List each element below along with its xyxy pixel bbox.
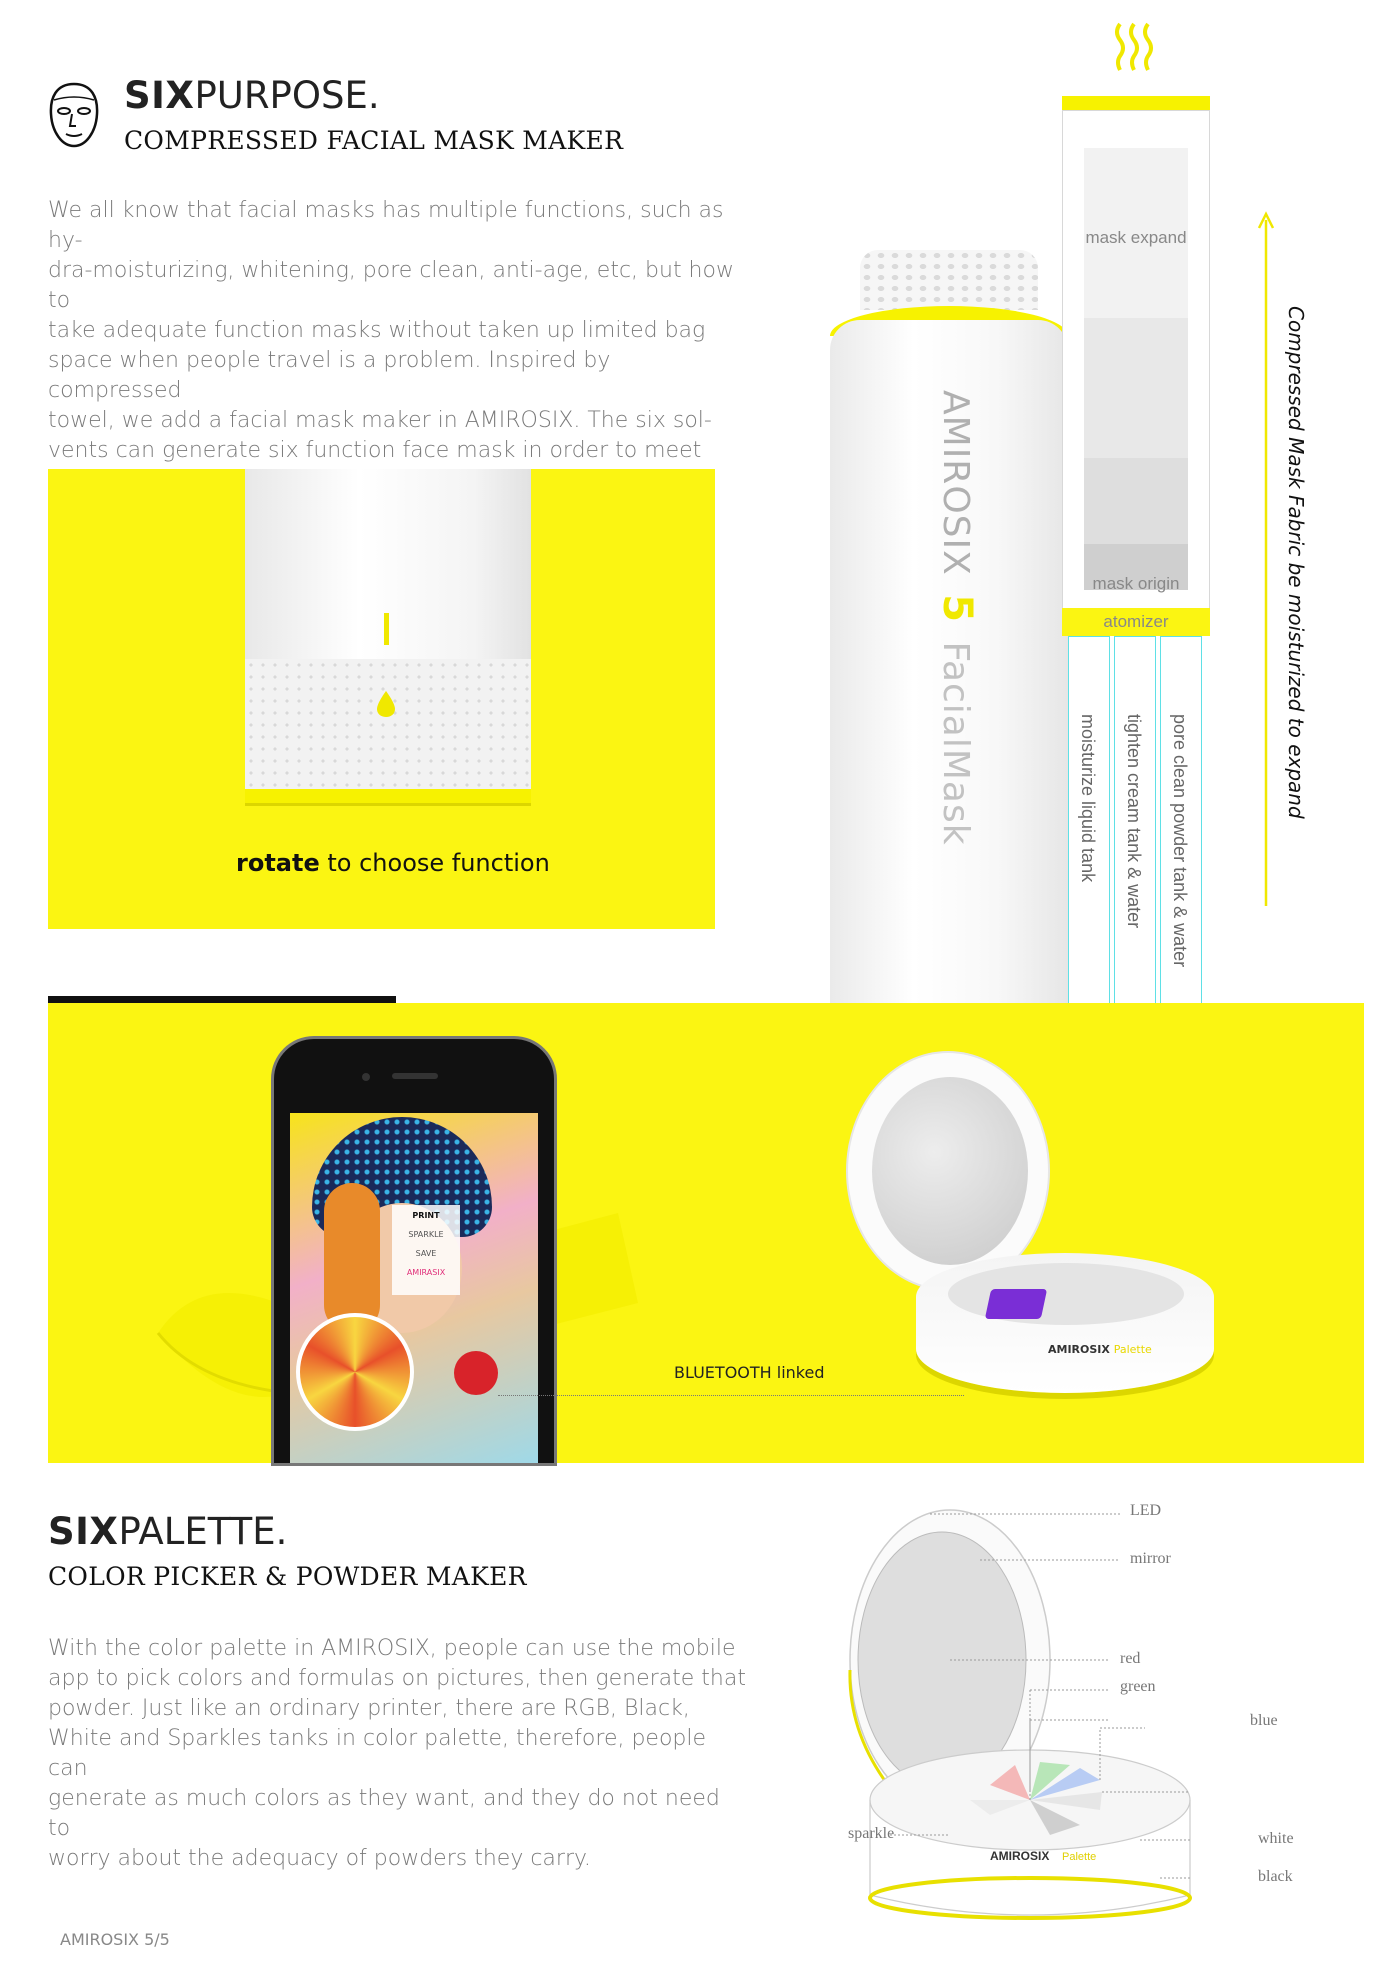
smartphone (274, 1039, 554, 1463)
yellow-base-ring (245, 789, 531, 806)
palette-title-bold: SIX (48, 1510, 119, 1553)
cross-top (1062, 96, 1210, 110)
purpose-line: towel, we add a facial mask maker in AMIROSIX. The six sol- (48, 408, 712, 433)
label-black: black (1258, 1868, 1293, 1885)
menu-amirasix[interactable]: AMIRASIX (406, 1268, 446, 1277)
label-led: LED (1130, 1502, 1162, 1519)
palette-line: worry about the adequacy of powders they carry. (48, 1846, 591, 1871)
bluetooth-bold: BLUETOOTH (674, 1363, 772, 1382)
purpose-line: space when people travel is a problem. Inspired by compressed (48, 348, 611, 403)
purpose-subtitle: COMPRESSED FACIAL MASK MAKER (124, 126, 624, 155)
rotate-caption (236, 849, 550, 877)
menu-save[interactable]: SAVE (415, 1249, 437, 1258)
palette-line: With the color palette in AMIROSIX, people can use the mobile (48, 1636, 736, 1661)
purpose-line: take adequate function masks without taken up limited bag (48, 318, 706, 343)
photo-lollipop (296, 1313, 414, 1431)
rotate-bold: rotate (236, 849, 320, 877)
mask-origin-label: mask origin (1092, 574, 1180, 593)
tank-1-label: moisturize liquid tank (1078, 714, 1098, 883)
palette-brand (1048, 1343, 1152, 1356)
bottle-brand: AMIROSIX (935, 390, 976, 576)
atomizer-label: atomizer (1103, 612, 1169, 631)
label-green: green (1120, 1678, 1156, 1695)
facialmask-bottle (830, 250, 1068, 1010)
phone-speaker (392, 1073, 438, 1079)
page-footer: AMIROSIX 5/5 (60, 1930, 170, 1949)
bottle-base-render (245, 469, 531, 809)
mask-stack (1084, 148, 1188, 588)
label-white: white (1258, 1830, 1294, 1847)
textured-ring (245, 659, 531, 789)
photo-toy (454, 1351, 498, 1395)
label-blue: blue (1250, 1712, 1278, 1729)
purpose-title-rest: PURPOSE. (194, 74, 380, 117)
label-mirror: mirror (1130, 1550, 1171, 1567)
tank-2-label: tighten cream tank & water (1124, 714, 1144, 929)
phone-screen (290, 1113, 538, 1463)
purple-powder (985, 1289, 1047, 1319)
rotate-rest: to choose function (319, 849, 550, 877)
palette-tray (948, 1263, 1184, 1325)
photo-hair (324, 1183, 380, 1333)
bluetooth-rest: linked (771, 1363, 825, 1382)
mask-expand-label: mask expand (1085, 228, 1187, 247)
arrow-caption: Compressed Mask Fabric be moisturized to expand (1284, 306, 1308, 819)
expand-arrow-icon (1256, 210, 1276, 914)
palette-paragraph (48, 1634, 748, 1874)
palette-line: powder. Just like an ordinary printer, there are RGB, Black, (48, 1696, 690, 1721)
palette-line: White and Sparkles tanks in color palette, therefore, people can (48, 1726, 707, 1781)
bottle-number: 5 (934, 594, 980, 624)
palette-brand-sub: Palette (1113, 1343, 1152, 1356)
cross-section (1062, 96, 1210, 1010)
purpose-title-bold: SIX (124, 74, 195, 117)
palette-line: app to pick colors and formulas on pictures, then generate that (48, 1666, 746, 1691)
phone-camera (362, 1073, 370, 1081)
palette-title-rest: PALETTE. (118, 1510, 288, 1553)
palette-line: generate as much colors as they want, and they do not need to (48, 1786, 720, 1841)
bottle-label (934, 390, 980, 846)
palette-device (848, 1053, 1228, 1423)
palette-mirror (872, 1077, 1028, 1265)
face-mask-icon (44, 80, 104, 150)
bottle-cap (860, 250, 1038, 310)
indicator-line (384, 613, 389, 645)
menu-sparkle[interactable]: SPARKLE (408, 1230, 444, 1239)
palette-subtitle: COLOR PICKER & POWDER MAKER (48, 1562, 527, 1591)
diagram-brand: AMIROSIX (990, 1849, 1050, 1863)
heat-waves-icon (1112, 20, 1156, 80)
menu-print[interactable]: PRINT (412, 1211, 440, 1220)
palette-brand-name: AMIROSIX (1048, 1343, 1110, 1356)
bluetooth-label (674, 1363, 825, 1382)
rotate-panel (48, 469, 715, 929)
app-banner (48, 1003, 1364, 1463)
label-sparkle: sparkle (848, 1825, 895, 1842)
purpose-line: dra-moisturizing, whitening, pore clean, anti-age, etc, but how to (48, 258, 734, 313)
purpose-title (124, 74, 380, 117)
palette-diagram (840, 1500, 1320, 1920)
app-print-menu[interactable] (392, 1205, 460, 1295)
label-red: red (1120, 1650, 1141, 1667)
diagram-brand-sub: Palette (1062, 1851, 1097, 1863)
purpose-line: We all know that facial masks has multiple functions, such as hy- (48, 198, 724, 253)
black-accent-bar (48, 996, 396, 1003)
drop-icon (375, 689, 397, 723)
bottle-product: FacialMask (935, 641, 976, 846)
tank-3-label: pore clean powder tank & water (1170, 714, 1190, 968)
palette-title (48, 1510, 287, 1553)
purpose-line: vents can generate six function face mask in order to meet (48, 438, 702, 463)
